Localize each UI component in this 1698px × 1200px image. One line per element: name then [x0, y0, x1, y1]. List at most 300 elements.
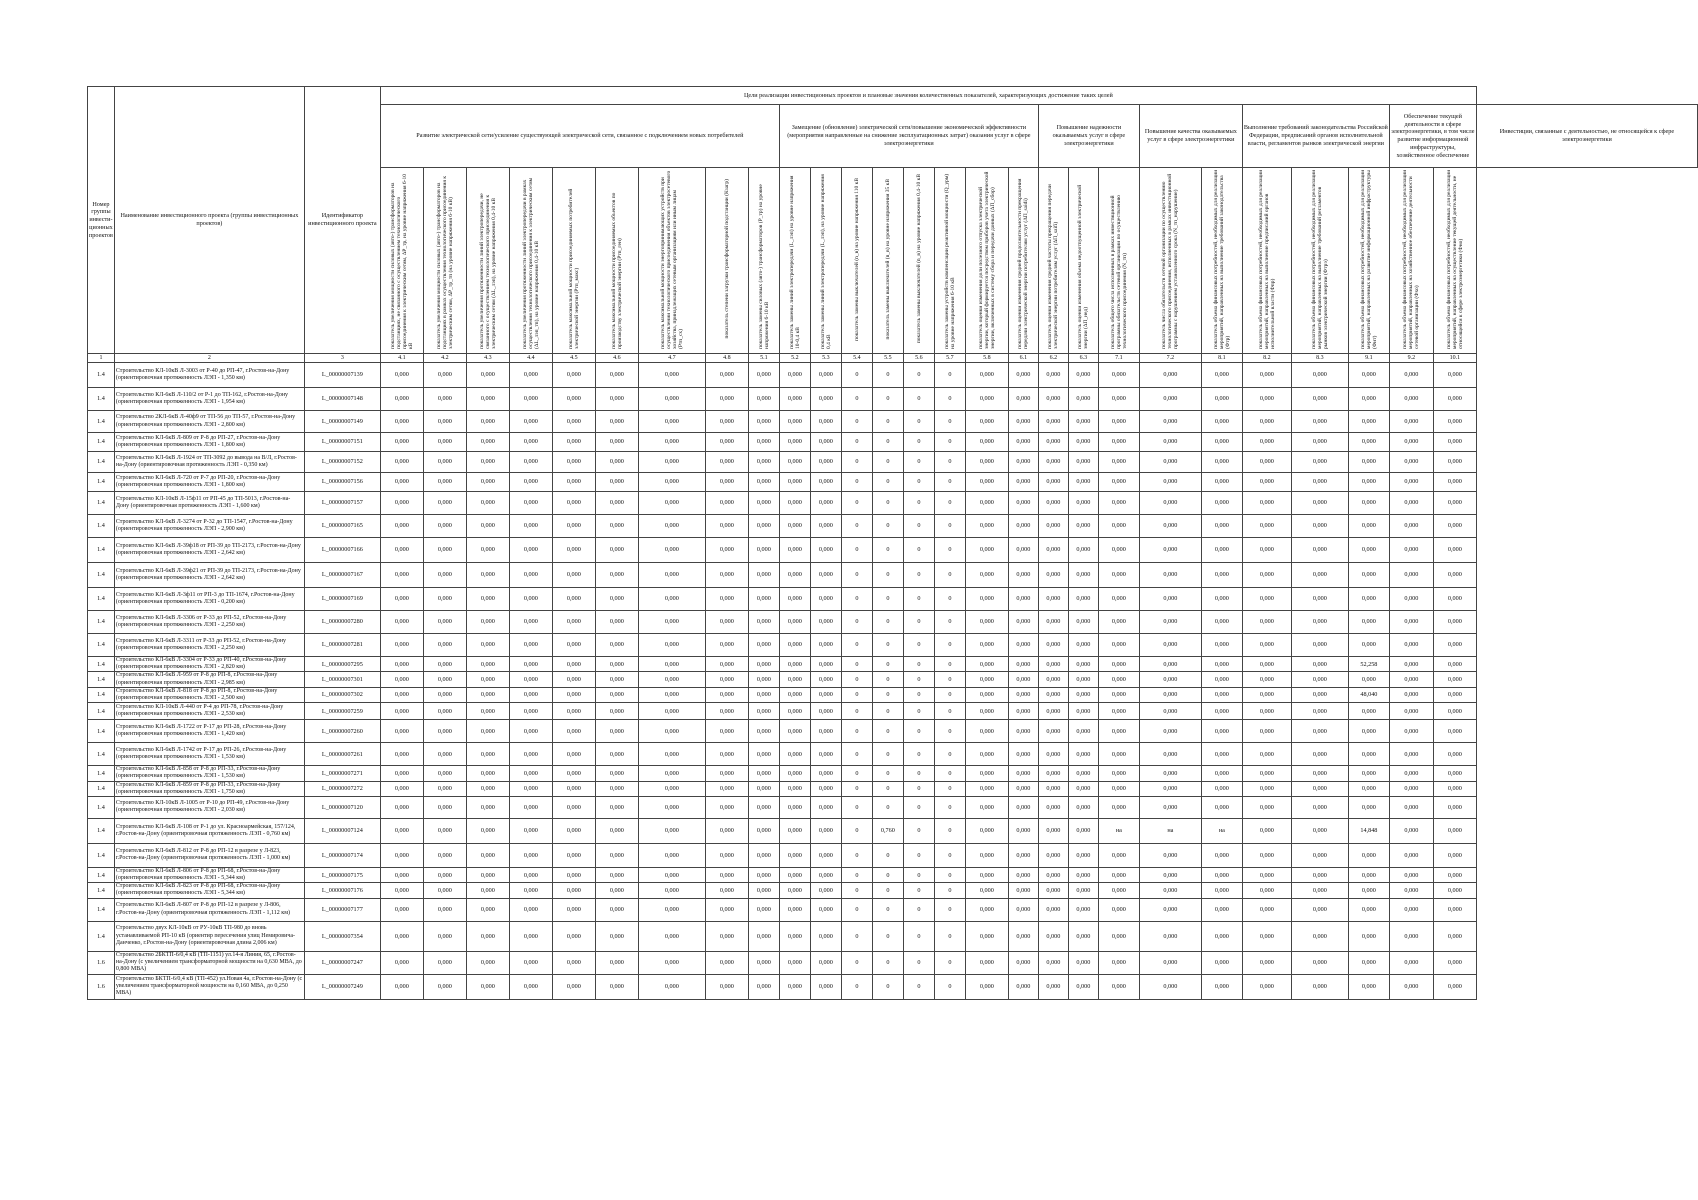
indicator-label: показатель замены силовых (авто-) трансформаторов (Р_тр) на уровне напряжения 6-10 кВ	[757, 184, 770, 350]
value-cell: 0,000	[1201, 563, 1242, 588]
value-cell: 0	[872, 473, 903, 492]
value-cell: 0,000	[638, 951, 705, 974]
identifier-cell: L_00000007247	[304, 951, 380, 974]
table-row	[88, 974, 1698, 999]
group-number-cell: 1.6	[88, 951, 115, 974]
value-cell: 0	[903, 921, 934, 951]
value-cell: 0,000	[1291, 588, 1348, 611]
value-cell: 0,000	[779, 634, 810, 657]
value-cell: 0	[872, 867, 903, 882]
header-indicator	[1008, 168, 1038, 354]
value-cell: 0,000	[552, 611, 595, 634]
value-cell: 0,000	[1008, 515, 1038, 538]
value-cell: 0,000	[1068, 867, 1098, 882]
value-cell: 0,000	[380, 515, 423, 538]
value-cell: 0,000	[1291, 974, 1348, 999]
table-row	[88, 433, 1698, 452]
value-cell: 0,000	[1348, 672, 1389, 687]
value-cell: 0,000	[748, 867, 779, 882]
value-cell: 0,000	[1068, 796, 1098, 818]
value-cell: 0,000	[779, 515, 810, 538]
value-cell: 0,000	[466, 951, 509, 974]
value-cell: 0,000	[1068, 951, 1098, 974]
header-indicator	[1389, 168, 1433, 354]
value-cell: 0,000	[1389, 634, 1433, 657]
value-cell: 0,000	[380, 657, 423, 672]
column-number: 8.1	[1201, 354, 1242, 363]
project-name-cell: Строительство КЛ-6кВ Л-812 от Р-8 до РП-12 в разрезе у Л-823, г.Ростов-на-Дону (ориентировочная протяженность ЛЭП - 1,000 км)	[114, 843, 304, 867]
value-cell: 0,000	[1139, 781, 1201, 796]
value-cell: 0,000	[466, 433, 509, 452]
project-name-cell: Строительство КЛ-6кВ Л-1722 от Р-17 до РП-28, г.Ростов-на-Дону (ориентировочная протяженность ЛЭП - 1,420 км)	[114, 720, 304, 743]
value-cell: 0	[903, 781, 934, 796]
value-cell: 0,000	[1098, 883, 1139, 898]
value-cell: 0,000	[1139, 672, 1201, 687]
value-cell: 0,000	[748, 974, 779, 999]
value-cell: 0,000	[779, 883, 810, 898]
value-cell: 0,000	[1433, 743, 1476, 766]
value-cell: 0,000	[1038, 433, 1068, 452]
value-cell: 0	[903, 388, 934, 411]
value-cell: 0,000	[595, 563, 638, 588]
header-indicator	[748, 168, 779, 354]
value-cell: 0,000	[705, 611, 748, 634]
value-cell: 0,000	[748, 433, 779, 452]
header-indicator	[1038, 168, 1068, 354]
value-cell: 0,000	[1098, 743, 1139, 766]
group-number-cell: 1.4	[88, 411, 115, 433]
value-cell: 0,000	[1201, 951, 1242, 974]
indicator-label: показатель максимальной мощности присоединяемых потребителей электрической энергии (Ртп_макс)	[567, 188, 580, 350]
column-number: 8.3	[1291, 354, 1348, 363]
group-number-cell: 1.4	[88, 611, 115, 634]
group-number-cell: 1.4	[88, 672, 115, 687]
identifier-cell: L_00000007124	[304, 818, 380, 843]
value-cell: 0,000	[1008, 388, 1038, 411]
value-cell: 0,000	[1389, 452, 1433, 473]
column-number: 5.7	[934, 354, 965, 363]
value-cell: 0,000	[380, 452, 423, 473]
project-name-cell: Строительство КЛ-6кВ Л-39ф18 от РП-39 до ТП-2173, г.Ростов-на-Дону (ориентировочная протяженность ЛЭП - 2,642 км)	[114, 538, 304, 563]
value-cell: 0	[934, 563, 965, 588]
value-cell: 0	[934, 921, 965, 951]
value-cell: 0,000	[705, 388, 748, 411]
value-cell: 14,848	[1348, 818, 1389, 843]
indicator-label: показатель объема финансовых потребностей, необходимых для реализации мероприятий, направленных на хозяйственное обеспечение деятельности сетевой организации (Фхо)	[1402, 169, 1421, 350]
value-cell: 0,000	[1242, 515, 1291, 538]
value-cell: 0,000	[965, 843, 1008, 867]
table-row	[88, 818, 1698, 843]
table-row	[88, 703, 1698, 720]
value-cell: 0,000	[595, 634, 638, 657]
value-cell: 0,000	[1139, 898, 1201, 921]
value-cell: 0,000	[638, 388, 705, 411]
table-row	[88, 634, 1698, 657]
value-cell: 0,000	[423, 818, 466, 843]
value-cell: 0,000	[1068, 843, 1098, 867]
value-cell: 0,000	[1433, 433, 1476, 452]
project-name-cell: Строительство КЛ-6кВ Л-3274 от Р-32 до ТП-1547, г.Ростов-на-Дону (ориентировочная протяженность ЛЭП - 2,900 км)	[114, 515, 304, 538]
value-cell: 0	[841, 473, 872, 492]
indicator-label: показатель степени загрузки трансформаторной подстанции (Кзагр)	[723, 179, 730, 339]
value-cell: 0,000	[380, 588, 423, 611]
value-cell: 0	[872, 781, 903, 796]
value-cell: 0,000	[705, 766, 748, 781]
indicator-label: показатель увеличения протяженности линий электропередачи в рамках осуществления технологического присоединения к электрическим сетям (ΔL_лэп_тп), на уровне напряжения 0,4-10 кВ	[521, 177, 540, 350]
value-cell: 0	[903, 974, 934, 999]
indicator-label: показатель объема финансовых потребностей, необходимых для реализации мероприятий, направленных на развитие информационной инфраструктуры (Фит)	[1359, 169, 1378, 350]
value-cell: 0,000	[1433, 388, 1476, 411]
value-cell: 0,000	[1201, 898, 1242, 921]
value-cell: 0,000	[423, 743, 466, 766]
value-cell: 0,000	[509, 703, 552, 720]
group-number-cell: 1.6	[88, 974, 115, 999]
value-cell: 0	[903, 538, 934, 563]
group-number-cell: 1.4	[88, 515, 115, 538]
identifier-cell: L_00000007157	[304, 492, 380, 515]
value-cell: 0,000	[1068, 921, 1098, 951]
value-cell: 0	[903, 563, 934, 588]
value-cell: 0	[872, 657, 903, 672]
value-cell: 0,000	[1139, 433, 1201, 452]
value-cell: 0	[934, 720, 965, 743]
value-cell: 0,000	[1201, 703, 1242, 720]
value-cell: 0,000	[1433, 473, 1476, 492]
value-cell: 0,000	[1348, 473, 1389, 492]
project-name-cell: Строительство КЛ-6кВ Л-858 от Р-8 до РП-33, г.Ростов-на-Дону (ориентировочная протяженность ЛЭП - 1,530 км)	[114, 766, 304, 781]
value-cell: 0	[872, 951, 903, 974]
value-cell: 0,000	[552, 538, 595, 563]
value-cell: 0,000	[705, 634, 748, 657]
value-cell: 0,000	[779, 672, 810, 687]
value-cell: 0,000	[965, 672, 1008, 687]
value-cell: 0,000	[1008, 563, 1038, 588]
value-cell: 0,000	[1038, 515, 1068, 538]
value-cell: 0,000	[705, 703, 748, 720]
value-cell: 0,000	[705, 883, 748, 898]
value-cell: 0,000	[466, 538, 509, 563]
table-row	[88, 588, 1698, 611]
indicator-label: показатель объема финансовых потребностей, необходимых для реализации мероприятий, направленных на осуществление текущей деятельности, не относящейся к сфере электроэнергетики (Фно)	[1445, 169, 1464, 350]
identifier-cell: L_00000007152	[304, 452, 380, 473]
value-cell: 0	[903, 515, 934, 538]
value-cell: 0,000	[595, 515, 638, 538]
table-row	[88, 883, 1698, 898]
header-goal-group: Инвестиции, связанные с деятельностью, не относящейся к сфере электроэнергетики	[1476, 105, 1697, 168]
value-cell: 0,000	[810, 611, 841, 634]
project-name-cell: Строительство КЛ-6кВ Л-1742 от Р-17 до РП-26, г.Ростов-на-Дону (ориентировочная протяженность ЛЭП - 1,530 км)	[114, 743, 304, 766]
value-cell: 0,000	[1139, 411, 1201, 433]
column-number: 6.2	[1038, 354, 1068, 363]
value-cell: 0,000	[638, 843, 705, 867]
value-cell: 0,000	[1038, 974, 1068, 999]
value-cell: 0,000	[705, 898, 748, 921]
value-cell: 0,000	[1242, 720, 1291, 743]
project-name-cell: Строительство БКТП-6/0,4 кВ (ТП-452) ул.Новая 4а, г.Ростов-на-Дону (с увеличением трансформаторной мощности на 0,160 МВА, до 0,250 МВА)	[114, 974, 304, 999]
value-cell: 0,000	[509, 634, 552, 657]
value-cell: 0,000	[1068, 898, 1098, 921]
value-cell: 0,000	[1068, 473, 1098, 492]
value-cell: 0,000	[638, 796, 705, 818]
project-name-cell: Строительство КЛ-6кВ Л-823 от Р-8 до РП-68, г.Ростов-на-Дону (ориентировочная протяженность ЛЭП - 5,344 км)	[114, 883, 304, 898]
value-cell: 0,000	[1139, 796, 1201, 818]
value-cell: 0,000	[380, 538, 423, 563]
value-cell: 0,000	[1433, 452, 1476, 473]
value-cell: 0,000	[466, 867, 509, 882]
value-cell: 0,000	[965, 492, 1008, 515]
value-cell: 0,000	[1139, 843, 1201, 867]
header-indicator	[779, 168, 810, 354]
value-cell: 0	[903, 433, 934, 452]
value-cell: 0,000	[748, 951, 779, 974]
value-cell: 0,000	[466, 843, 509, 867]
group-number-cell: 1.4	[88, 766, 115, 781]
value-cell: 0,000	[1389, 951, 1433, 974]
value-cell: 0,000	[1433, 611, 1476, 634]
value-cell: 0,000	[705, 538, 748, 563]
column-number: 1	[88, 354, 115, 363]
indicator-label: показатель числа обязательств сетевой организации по осуществлению технологического присоединения, исполненных в рамках инвестиционной программы с нарушением установленного срока (N_тп_нарушение)	[1161, 173, 1180, 350]
column-number: 9.1	[1348, 354, 1389, 363]
value-cell: 0,000	[466, 672, 509, 687]
value-cell: 0,000	[965, 867, 1008, 882]
value-cell: 0,000	[1389, 818, 1433, 843]
value-cell: 0,000	[1242, 563, 1291, 588]
value-cell: 0,000	[380, 898, 423, 921]
value-cell: 0,000	[1291, 687, 1348, 702]
value-cell: 0,000	[1008, 588, 1038, 611]
value-cell: 0	[872, 563, 903, 588]
value-cell: 0,000	[965, 818, 1008, 843]
value-cell: 0,000	[466, 974, 509, 999]
project-name-cell: Строительство КЛ-10кВ Л-1005 от Р-10 до РП-49, г.Ростов-на-Дону (ориентировочная протяженность ЛЭП - 2,030 км)	[114, 796, 304, 818]
value-cell: 0	[934, 452, 965, 473]
value-cell: 0,000	[1291, 473, 1348, 492]
value-cell: 0,000	[552, 473, 595, 492]
value-cell: 0,000	[1291, 883, 1348, 898]
value-cell: 0,000	[1008, 843, 1038, 867]
indicator-label: показатель замены выключателей (n_в) на уровне напряжения 35 кВ	[884, 178, 891, 340]
value-cell: 0,000	[965, 473, 1008, 492]
value-cell: 0,000	[1068, 703, 1098, 720]
table-row	[88, 867, 1698, 882]
value-cell: 0	[872, 538, 903, 563]
value-cell: 0,000	[1389, 657, 1433, 672]
value-cell: 0,000	[552, 634, 595, 657]
indicator-label: показатель замены линий электропередачи (L_лэп), на уровне напряжения 0,4 кВ	[819, 174, 832, 350]
group-number-cell: 1.4	[88, 703, 115, 720]
value-cell: 0,000	[1201, 388, 1242, 411]
identifier-cell: L_00000007167	[304, 563, 380, 588]
table-row	[88, 388, 1698, 411]
value-cell: 0,000	[1008, 898, 1038, 921]
value-cell: 0,000	[1098, 588, 1139, 611]
indicator-label: показатель объема финансовых потребностей, необходимых для реализации мероприятий, направленных на выполнение требований регламентов рынков электрической энергии (Фтрэ)	[1310, 169, 1329, 350]
value-cell: 0,000	[1068, 452, 1098, 473]
value-cell: 0,000	[705, 867, 748, 882]
value-cell: 0	[841, 921, 872, 951]
value-cell: 0,000	[552, 743, 595, 766]
value-cell: 0,000	[1008, 796, 1038, 818]
value-cell: 0,000	[748, 898, 779, 921]
header-indicator	[1201, 168, 1242, 354]
value-cell: 0,000	[1098, 473, 1139, 492]
value-cell: 0	[841, 588, 872, 611]
value-cell: 52,258	[1348, 657, 1389, 672]
project-name-cell: Строительство КЛ-10кВ Л-3003 от Р-40 до РП-47, г.Ростов-на-Дону (ориентировочная протяженность ЛЭП - 1,350 км)	[114, 363, 304, 388]
value-cell: 0,000	[1008, 951, 1038, 974]
value-cell: 0	[934, 883, 965, 898]
identifier-cell: L_00000007249	[304, 974, 380, 999]
value-cell: 0,000	[1098, 974, 1139, 999]
value-cell: 0,000	[748, 843, 779, 867]
value-cell: 0,000	[1291, 867, 1348, 882]
value-cell: 0,000	[965, 588, 1008, 611]
value-cell: 0,000	[552, 703, 595, 720]
value-cell: 0,000	[423, 687, 466, 702]
value-cell: 0,000	[466, 388, 509, 411]
table-row	[88, 363, 1698, 388]
value-cell: 0,000	[810, 796, 841, 818]
value-cell: 0,000	[552, 657, 595, 672]
value-cell: 0,000	[1139, 766, 1201, 781]
value-cell: 0,000	[1242, 473, 1291, 492]
value-cell: 0,000	[1389, 515, 1433, 538]
value-cell: 0,000	[965, 720, 1008, 743]
value-cell: 0,000	[779, 687, 810, 702]
value-cell: 0,000	[1433, 867, 1476, 882]
value-cell: 0,000	[810, 743, 841, 766]
value-cell: 0	[872, 433, 903, 452]
value-cell: 0,000	[705, 411, 748, 433]
value-cell: 0,000	[638, 781, 705, 796]
value-cell: 0,000	[1348, 781, 1389, 796]
value-cell: 0,000	[810, 363, 841, 388]
value-cell: 0,000	[1008, 974, 1038, 999]
value-cell: 0,000	[552, 974, 595, 999]
value-cell: 0,000	[1098, 898, 1139, 921]
value-cell: 0,000	[423, 657, 466, 672]
value-cell: 0,000	[705, 921, 748, 951]
identifier-cell: L_00000007295	[304, 657, 380, 672]
column-number: 4.4	[509, 354, 552, 363]
column-number: 4.7	[638, 354, 705, 363]
indicator-label: показатель оценки изменения объема недоотпущенной электрической энергии (ΔП_нед)	[1077, 184, 1090, 350]
value-cell: 0,000	[1291, 781, 1348, 796]
value-cell: 0,000	[380, 743, 423, 766]
value-cell: 0,000	[509, 388, 552, 411]
value-cell: 0,000	[638, 452, 705, 473]
value-cell: 0,000	[595, 867, 638, 882]
value-cell: 0,000	[1389, 843, 1433, 867]
value-cell: 0,000	[1348, 898, 1389, 921]
value-cell: 0,000	[1389, 588, 1433, 611]
value-cell: 0,000	[1008, 687, 1038, 702]
value-cell: 0,000	[1201, 634, 1242, 657]
identifier-cell: L_00000007176	[304, 883, 380, 898]
value-cell: 0,000	[595, 781, 638, 796]
table-row	[88, 563, 1698, 588]
value-cell: 0,000	[1008, 921, 1038, 951]
header-indicator	[705, 168, 748, 354]
column-number: 5.6	[903, 354, 934, 363]
value-cell: 0,000	[423, 411, 466, 433]
value-cell: 0,000	[1242, 951, 1291, 974]
header-goal-group: Обеспечение текущей деятельности в сфере электроэнергетики, в том числе развитие информационной инфраструктуры, хозяйственное обеспечение	[1389, 105, 1476, 168]
value-cell: 0	[934, 974, 965, 999]
value-cell: 0,000	[705, 974, 748, 999]
value-cell: 0,000	[810, 411, 841, 433]
value-cell: 0,000	[705, 720, 748, 743]
header-identifier: Идентификатор инвестиционного проекта	[304, 87, 380, 354]
value-cell: 0,000	[1139, 921, 1201, 951]
value-cell: 0,000	[1038, 843, 1068, 867]
value-cell: 0,000	[1291, 766, 1348, 781]
value-cell: 0,000	[595, 433, 638, 452]
value-cell: 0,000	[1348, 515, 1389, 538]
value-cell: 0,000	[965, 611, 1008, 634]
identifier-cell: L_00000007301	[304, 672, 380, 687]
value-cell: 0	[903, 898, 934, 921]
table-row	[88, 657, 1698, 672]
value-cell: 0,000	[1038, 672, 1068, 687]
value-cell: 0,000	[1201, 781, 1242, 796]
value-cell: 0,000	[509, 492, 552, 515]
value-cell: 0,000	[965, 563, 1008, 588]
value-cell: 0,000	[423, 388, 466, 411]
value-cell: 0,000	[638, 538, 705, 563]
value-cell: 0,000	[1098, 657, 1139, 672]
value-cell: 0	[934, 363, 965, 388]
value-cell: 0	[934, 703, 965, 720]
value-cell: 0,000	[810, 951, 841, 974]
value-cell: 0,000	[380, 388, 423, 411]
value-cell: 0,000	[595, 766, 638, 781]
value-cell: 0,000	[380, 974, 423, 999]
value-cell: 0	[841, 634, 872, 657]
value-cell: 0,000	[965, 796, 1008, 818]
value-cell: 0,000	[1201, 867, 1242, 882]
value-cell: 0,000	[466, 766, 509, 781]
value-cell: 0,000	[1139, 951, 1201, 974]
value-cell: 0,000	[552, 515, 595, 538]
value-cell: 0	[903, 363, 934, 388]
value-cell: 0,000	[748, 538, 779, 563]
value-cell: 0,000	[509, 611, 552, 634]
value-cell: 0,000	[509, 411, 552, 433]
value-cell: 0,000	[1068, 743, 1098, 766]
value-cell: 0	[934, 781, 965, 796]
header-indicator	[423, 168, 466, 354]
header-project-name: Наименование инвестиционного проекта (группы инвестиционных проектов)	[114, 87, 304, 354]
value-cell: 0,000	[1139, 883, 1201, 898]
group-number-cell: 1.4	[88, 796, 115, 818]
value-cell: 0,000	[1068, 657, 1098, 672]
header-goal-group: Развитие электрической сети/усиление существующей электрической сети, связанное с подключением новых потребителей	[380, 105, 779, 168]
value-cell: 0,000	[423, 898, 466, 921]
value-cell: 0,000	[380, 951, 423, 974]
identifier-cell: L_00000007139	[304, 363, 380, 388]
value-cell: 0,000	[1389, 883, 1433, 898]
value-cell: 0,000	[1139, 452, 1201, 473]
value-cell: 0,000	[595, 611, 638, 634]
value-cell: 0,000	[1242, 687, 1291, 702]
value-cell: 0	[841, 843, 872, 867]
value-cell: 0	[903, 720, 934, 743]
value-cell: 0,000	[705, 433, 748, 452]
value-cell: 0,000	[552, 452, 595, 473]
identifier-cell: L_00000007156	[304, 473, 380, 492]
